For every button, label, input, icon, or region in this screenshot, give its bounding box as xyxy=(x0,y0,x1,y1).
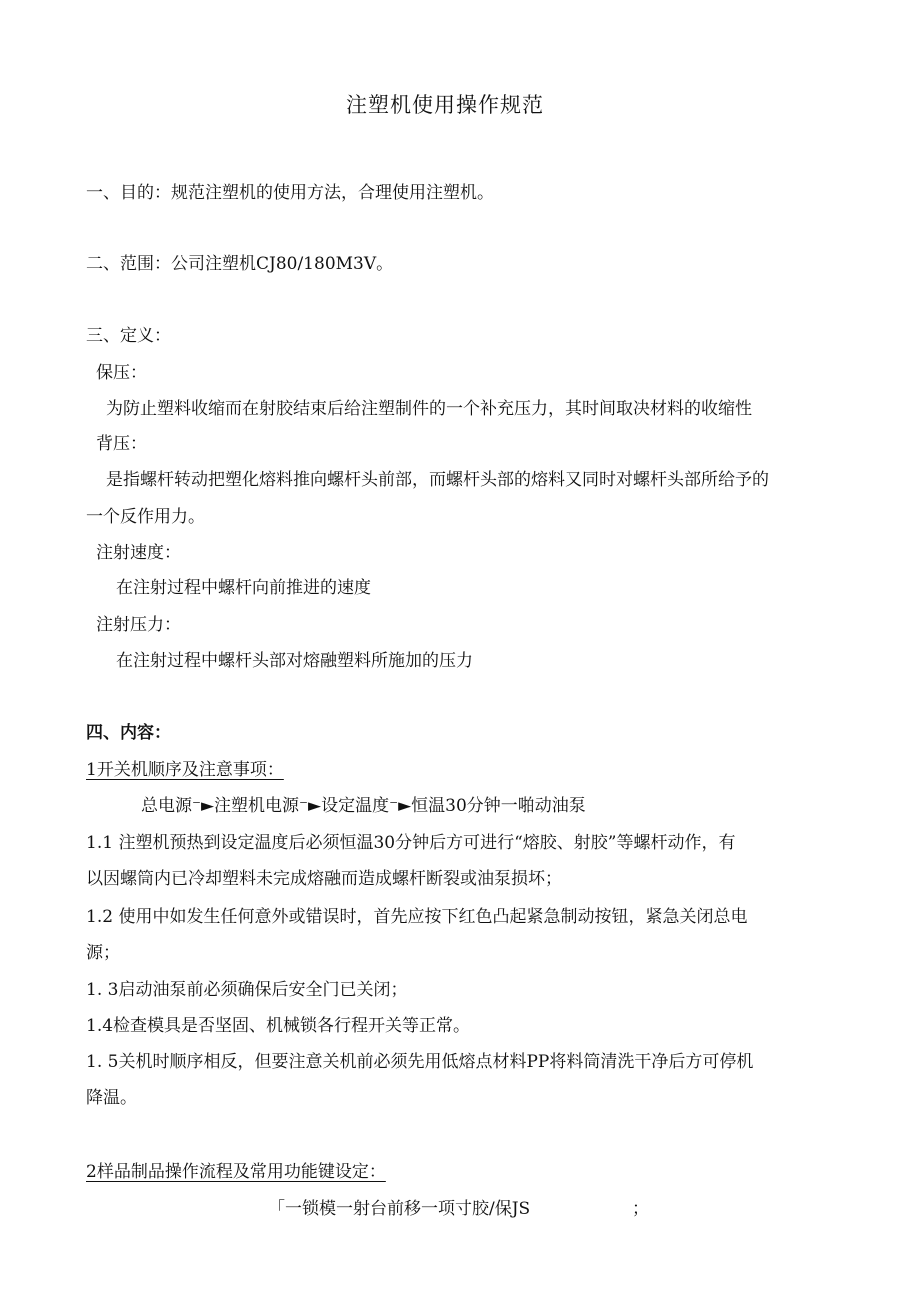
sample-flow-sequence: 「一锁模一射台前移一项寸胶/保JS xyxy=(268,1199,531,1219)
item-1-3: 1. 3启动油泵前必须确保后安全门已关闭； xyxy=(86,980,408,1000)
item-1-5-line-2: 降温。 xyxy=(86,1088,137,1108)
sample-flow-end-mark: ； xyxy=(632,1199,649,1219)
section-scope: 二、范围：公司注塑机CJ80/180M3V。 xyxy=(86,254,394,274)
definition-injection-pressure: 在注射过程中螺杆头部对熔融塑料所施加的压力 xyxy=(116,651,473,671)
item-1-1-line-1: 1.1 注塑机预热到设定温度后必须恒温30分钟后方可进行“熔胶、射胶”等螺杆动作，有 xyxy=(86,833,736,853)
term-injection-speed: 注射速度： xyxy=(96,543,181,563)
section-definitions-heading: 三、定义： xyxy=(86,326,171,346)
item-1-4: 1.4检查模具是否坚固、机械锁各行程开关等正常。 xyxy=(86,1016,471,1036)
item-1-2-line-1: 1.2 使用中如发生任何意外或错误时，首先应按下红色凸起紧急制动按钮，紧急关闭总电 xyxy=(86,907,748,927)
definition-injection-speed: 在注射过程中螺杆向前推进的速度 xyxy=(116,578,371,598)
term-holding-pressure: 保压： xyxy=(96,363,147,383)
item-1-5-line-1: 1. 5关机时顺序相反，但要注意关机前必须先用低熔点材料PP将料筒清洗干净后方可停机 xyxy=(86,1052,754,1072)
definition-back-pressure-line-1: 是指螺杆转动把塑化熔料推向螺杆头前部，而螺杆头部的熔料又同时对螺杆头部所给予的 xyxy=(106,470,769,490)
definition-back-pressure-line-2: 一个反作用力。 xyxy=(86,507,205,527)
term-back-pressure: 背压： xyxy=(96,434,147,454)
item-1-1-line-2: 以因螺筒内已冷却塑料未完成熔融而造成螺杆断裂或油泵损坏； xyxy=(86,869,562,889)
power-sequence-flow: 总电源⁻►注塑机电源⁻►设定温度⁻►恒温30分钟一啪动油泵 xyxy=(141,796,586,816)
page-title: 注塑机使用操作规范 xyxy=(346,93,544,117)
definition-holding-pressure: 为防止塑料收缩而在射胶结束后给注塑制件的一个补充压力，其时间取决材料的收缩性 xyxy=(106,399,752,419)
item-1-2-line-2: 源； xyxy=(86,943,120,963)
section-content-heading: 四、内容： xyxy=(86,723,171,743)
subsection-power-sequence-heading: 1开关机顺序及注意事项： xyxy=(86,760,284,780)
subsection-sample-flow-heading: 2样品制品操作流程及常用功能键设定： xyxy=(86,1162,386,1182)
term-injection-pressure: 注射压力： xyxy=(96,615,181,635)
section-purpose: 一、目的：规范注塑机的使用方法，合理使用注塑机。 xyxy=(86,183,494,203)
